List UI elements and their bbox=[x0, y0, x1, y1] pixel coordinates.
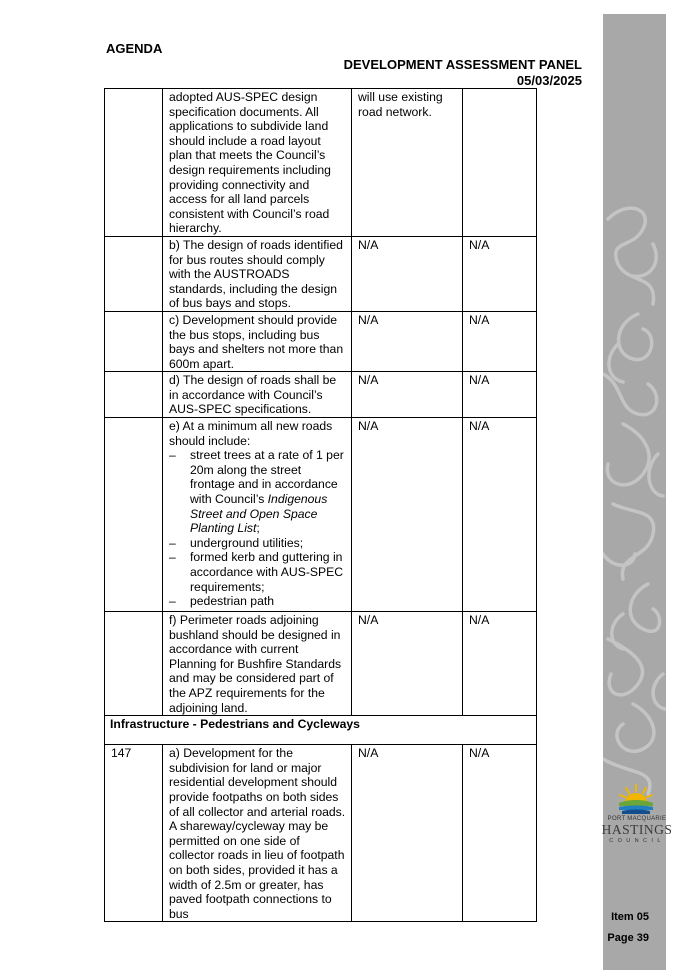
sun-wave-icon bbox=[616, 782, 656, 816]
table-row bbox=[105, 612, 537, 716]
council-logo bbox=[596, 782, 678, 852]
clause-number-cell bbox=[105, 89, 163, 237]
logo-text-council: COUNCIL bbox=[609, 838, 665, 844]
list-item: – formed kerb and guttering in accordance with AUS-SPEC requirements; bbox=[169, 550, 346, 594]
proposed-cell: N/A bbox=[352, 236, 463, 311]
page-number: Page 39 bbox=[607, 932, 649, 944]
requirement-intro: e) At a minimum all new roads should include: bbox=[169, 419, 333, 448]
requirement-cell: adopted AUS-SPEC design specification documents. All applications to subdivide land should include a road layout plan that meets the Council’s design requirements including providing connectivity and access for all land parcels consistent with Council’s road hierarchy. bbox=[163, 89, 352, 237]
proposed-cell: N/A bbox=[352, 372, 463, 418]
section-heading: Infrastructure - Pedestrians and Cycleways bbox=[105, 716, 537, 745]
complies-cell bbox=[463, 89, 537, 237]
requirement-cell bbox=[163, 418, 352, 612]
proposed-cell: N/A bbox=[352, 612, 463, 716]
requirement-list bbox=[169, 448, 346, 609]
clause-number-cell bbox=[105, 372, 163, 418]
complies-cell: N/A bbox=[463, 236, 537, 311]
logo-text-hastings: HASTINGS bbox=[601, 822, 673, 837]
panel-title: DEVELOPMENT ASSESSMENT PANEL bbox=[343, 57, 582, 72]
complies-cell: N/A bbox=[463, 612, 537, 716]
proposed-cell: will use existing road network. bbox=[352, 89, 463, 237]
requirement-cell: d) The design of roads shall be in accordance with Council’s AUS-SPEC specifications. bbox=[163, 372, 352, 418]
clause-number-cell bbox=[105, 612, 163, 716]
complies-cell: N/A bbox=[463, 745, 537, 922]
logo-text-port-macquarie: PORT MACQUARIE bbox=[607, 816, 667, 822]
table-row bbox=[105, 89, 537, 237]
list-item: – pedestrian path bbox=[169, 594, 346, 609]
clause-number-cell bbox=[105, 311, 163, 371]
section-row bbox=[105, 716, 537, 745]
table-row bbox=[105, 372, 537, 418]
clause-number-cell: 147 bbox=[105, 745, 163, 922]
requirement-cell: a) Development for the subdivision for land or major residential development should provide footpaths on both sides of all collector and arterial roads. A shareway/cycleway may be permitted on one side of collector roads in lieu of footpath on both sides, provided it has a width of 2.5m or greater, has paved footpath connections to bus bbox=[163, 745, 352, 922]
table-row bbox=[105, 236, 537, 311]
requirement-cell: c) Development should provide the bus stops, including bus bays and shelters not more than 600m apart. bbox=[163, 311, 352, 371]
requirement-cell: f) Perimeter roads adjoining bushland should be designed in accordance with current Planning for Bushfire Standards and may be considered part of the APZ requirements for the adjoining land. bbox=[163, 612, 352, 716]
requirement-cell: b) The design of roads identified for bus routes should comply with the AUSTROADS standards, including the design of bus bays and stops. bbox=[163, 236, 352, 311]
proposed-cell: N/A bbox=[352, 745, 463, 922]
clause-number-cell bbox=[105, 418, 163, 612]
meeting-date: 05/03/2025 bbox=[516, 73, 582, 88]
item-number: Item 05 bbox=[611, 911, 649, 923]
proposed-cell: N/A bbox=[352, 418, 463, 612]
clause-number-cell bbox=[105, 236, 163, 311]
list-item: – street trees at a rate of 1 per 20m along the street frontage and in accordance with Council’s Indigenous Street and Open Space Planting List; bbox=[169, 448, 346, 536]
list-item: – underground utilities; bbox=[169, 536, 346, 551]
complies-cell: N/A bbox=[463, 418, 537, 612]
complies-cell: N/A bbox=[463, 372, 537, 418]
agenda-label: AGENDA bbox=[106, 41, 163, 56]
proposed-cell: N/A bbox=[352, 311, 463, 371]
table-row bbox=[105, 311, 537, 371]
table-row bbox=[105, 745, 537, 922]
compliance-table bbox=[104, 88, 537, 922]
complies-cell: N/A bbox=[463, 311, 537, 371]
table-row bbox=[105, 418, 537, 612]
